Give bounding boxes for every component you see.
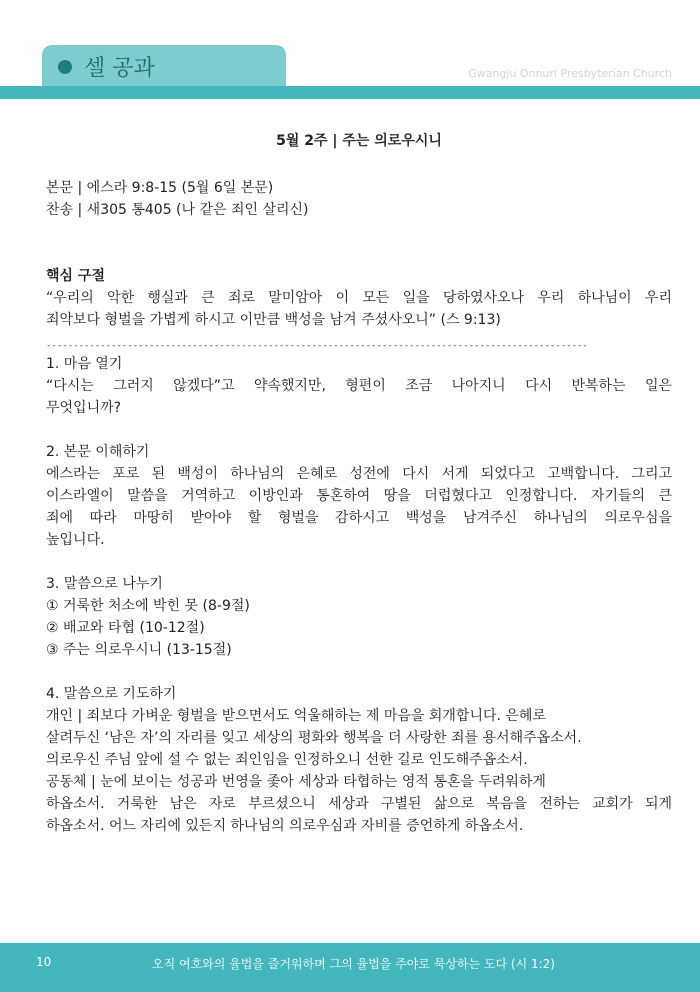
section2-heading: 2. 본문 이해하기 [46, 444, 150, 460]
section4-text: 살려두신 ‘남은 자’의 자리를 잊고 세상의 평화와 행복을 더 사랑한 죄를 용서해주옵소서. [46, 730, 582, 746]
key-verse-label: 핵심 구절 [46, 268, 105, 284]
section2-text: 이스라엘이 말씀을 거역하고 이방인과 통혼하여 땅을 더럽혔다고 인정합니다. 자기들의 큰 [46, 488, 672, 504]
section2-text: 죄에 따라 마땅히 받아야 할 형벌을 감하시고 백성을 남겨주신 하나님의 의로우심을 [46, 510, 672, 526]
section2-text: 높입니다. [46, 532, 105, 548]
section4-text: 의로우신 주님 앞에 설 수 없는 죄인임을 인정하오니 선한 길로 인도해주옵소서. [46, 752, 528, 768]
scripture-line: 본문 | 에스라 9:8-15 (5월 6일 본문) [46, 180, 274, 196]
list-item: ② 배교와 타협 (10-12절) [46, 620, 205, 636]
footer-verse: 오직 여호와의 율법을 즐거워하며 그의 율법을 주야로 묵상하는 도다 (시 1:2) [152, 957, 555, 971]
lesson-title: 5월 2주 | 주는 의로우시니 [276, 133, 442, 149]
page-number: 10 [36, 955, 52, 969]
section1-text: “다시는 그러지 않겠다”고 약속했지만, 형편이 조금 나아지니 다시 반복하는 일은 [46, 378, 672, 394]
key-verse-line: 죄악보다 형벌을 가볍게 하시고 이만큼 백성을 남겨 주셨사오니” (스 9:13) [46, 312, 501, 328]
section1-heading: 1. 마음 열기 [46, 356, 123, 372]
footer-bar [0, 943, 700, 992]
bullet-dot-icon [58, 60, 72, 74]
divider: ---------------------------------------------------------------------------------------------------- [46, 341, 588, 351]
section2-text: 에스라는 포로 된 백성이 하나님의 은혜로 성전에 다시 서게 되었다고 고백합니다. 그리고 [46, 466, 672, 482]
section1-text: 무엇입니까? [46, 400, 122, 416]
key-verse-line: “우리의 악한 행실과 큰 죄로 말미암아 이 모든 일을 당하였사오나 우리 하나님이 우리 [46, 290, 672, 306]
section3-heading: 3. 말씀으로 나누기 [46, 576, 163, 592]
hymn-line: 찬송 | 새305 통405 (나 같은 죄인 살리신) [46, 202, 309, 218]
section4-text: 하옵소서. 어느 자리에 있든지 하나님의 의로우심과 자비를 증언하게 하옵소서. [46, 818, 524, 834]
section4-text: 하옵소서. 거룩한 남은 자로 부르셨으니 세상과 구별된 삶으로 복음을 전하는 교회가 되게 [46, 796, 672, 812]
section4-text: 공동체 | 눈에 보이는 성공과 번영을 좇아 세상과 타협하는 영적 통혼을 두려워하게 [46, 774, 546, 790]
section4-text: 개인 | 죄보다 가벼운 형벌을 받으면서도 억울해하는 제 마음을 회개합니다. 은혜로 [46, 708, 546, 724]
list-item: ① 거룩한 처소에 박힌 못 (8-9절) [46, 598, 250, 614]
church-name: Gwangju Onnuri Presbyterian Church [468, 67, 672, 80]
lesson-content [46, 130, 672, 837]
section4-heading: 4. 말씀으로 기도하기 [46, 686, 177, 702]
list-item: ③ 주는 의로우시니 (13-15절) [46, 642, 232, 658]
header-bar [0, 86, 700, 99]
section-tab [42, 45, 286, 89]
tab-title: 셀 공과 [84, 56, 155, 81]
